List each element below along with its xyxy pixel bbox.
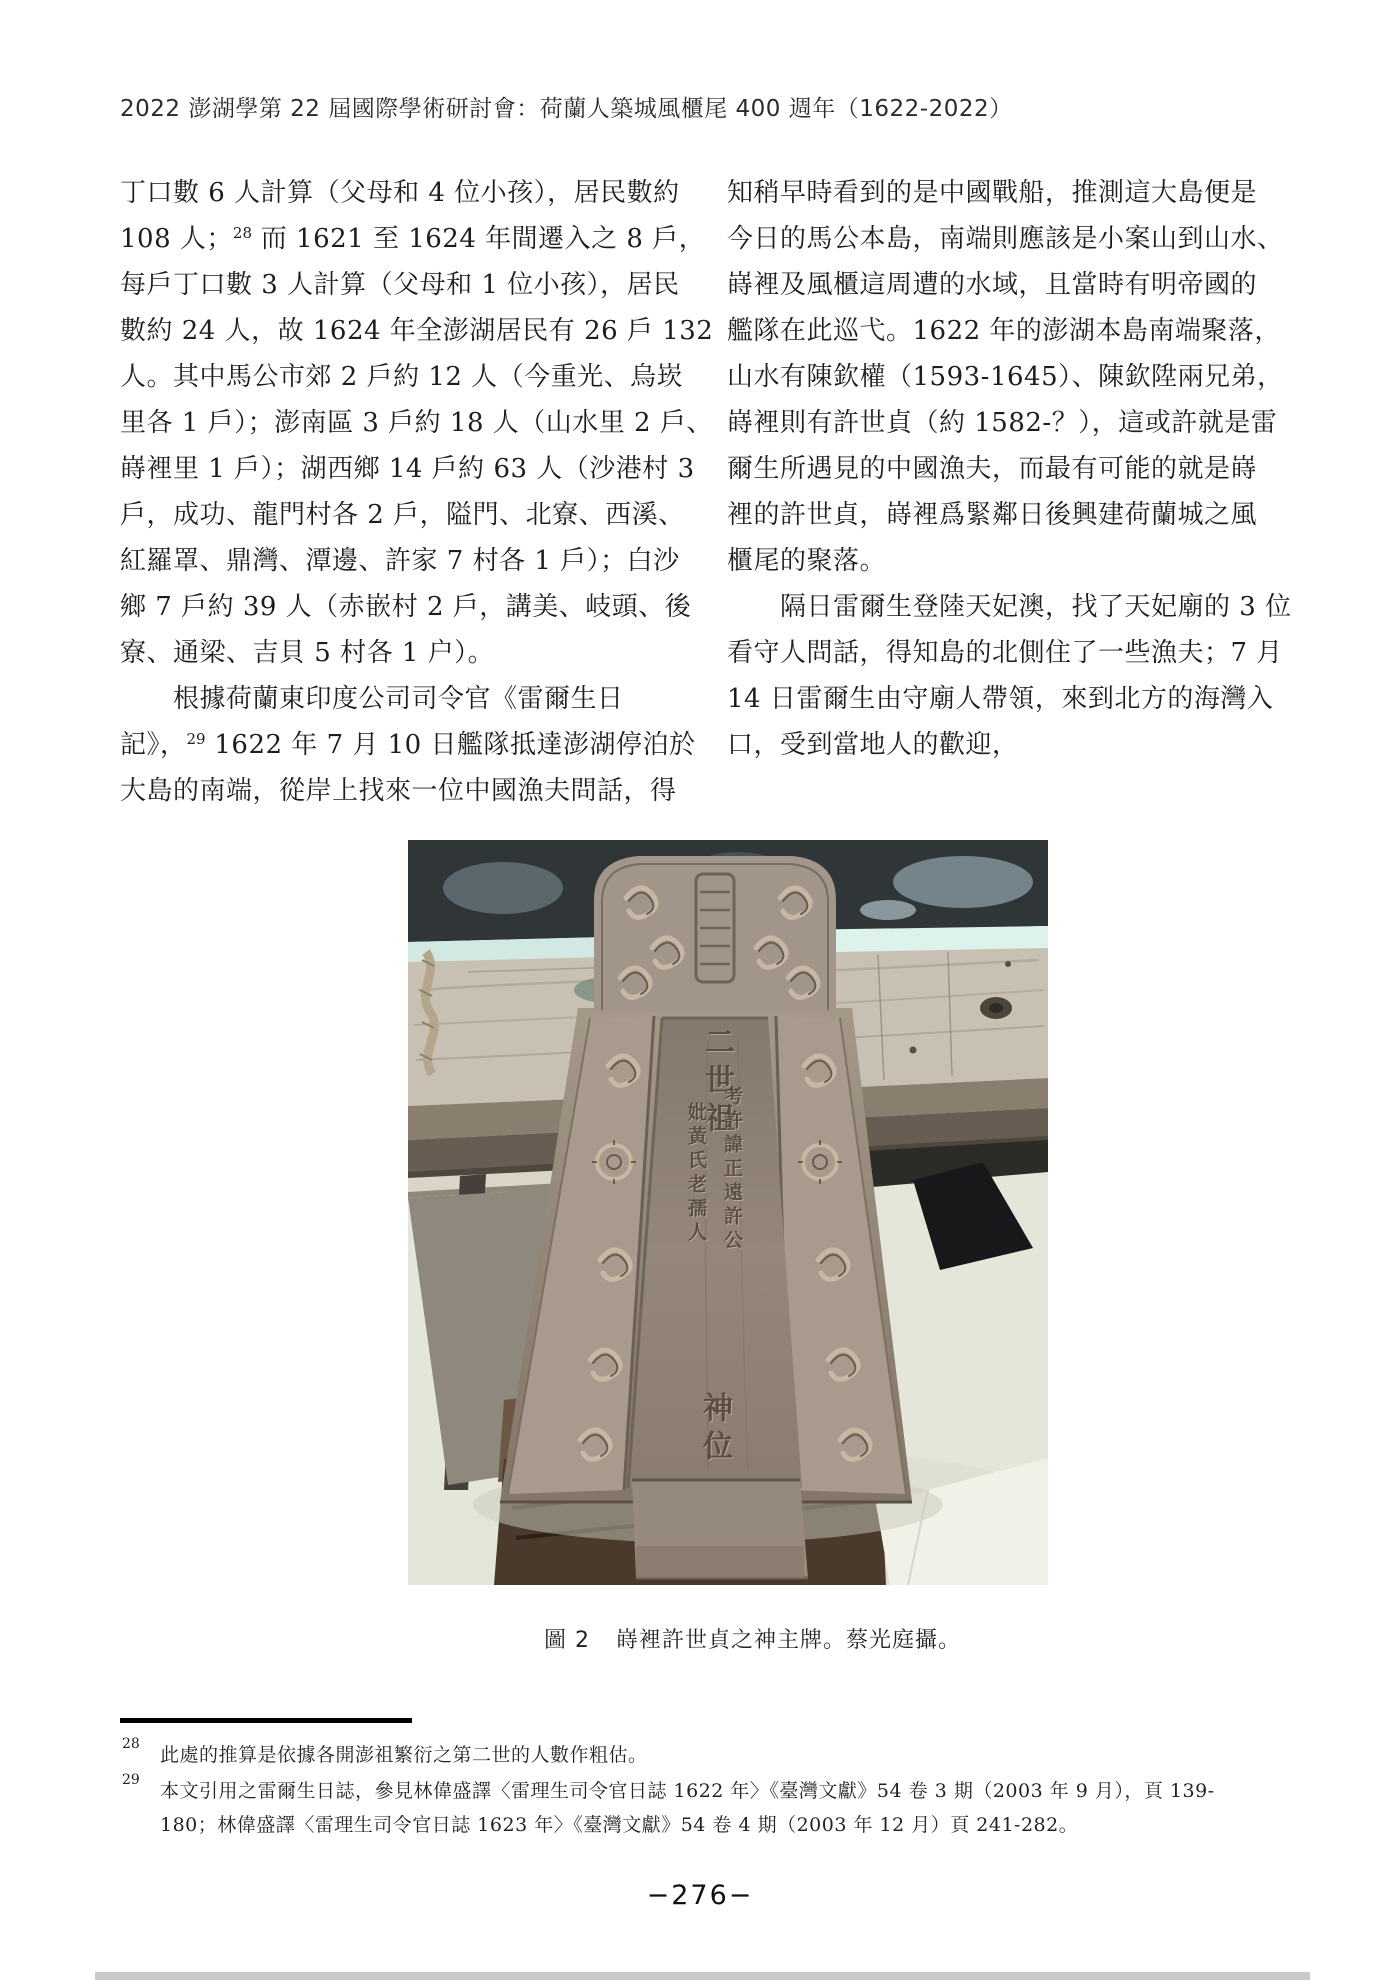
- text-line: 嵵裡則有許世貞（約 1582-？），這或許就是雷: [727, 408, 1278, 438]
- text-line: 丁口數 6 人計算（父母和 4 位小孩），居民數約: [120, 178, 680, 208]
- text-line: 鄉 7 戶約 39 人（赤嵌村 2 戶，講美、岐頭、後: [120, 592, 692, 622]
- tablet-inscription-main-top: 二世祖: [699, 1026, 734, 1140]
- text-line: 數約 24 人，故 1624 年全澎湖居民有 26 戶 132: [120, 316, 714, 346]
- text-line: 戶，成功、龍門村各 2 戶，隘門、北寮、西溪、: [120, 500, 685, 530]
- footnote-reference: 29: [186, 730, 206, 748]
- footnote-line: 本文引用之雷爾生日誌，參見林偉盛譯〈雷理生司令官日誌 1622 年〉《臺灣文獻》54 卷 3 期（2003 年 9 月），頁 139-: [160, 1780, 1215, 1802]
- text-line: 每戶丁口數 3 人計算（父母和 1 位小孩），居民: [120, 270, 680, 300]
- figure-photo-spirit-tablet: [408, 840, 1048, 1585]
- figure-caption-text: 嵵裡許世貞之神主牌。蔡光庭攝。: [615, 1628, 961, 1653]
- text-line: 大島的南端，從岸上找來一位中國漁夫問話，得: [120, 776, 677, 806]
- footnote-marker: 29: [122, 1772, 140, 1788]
- text-line: 口，受到當地人的歡迎，: [727, 730, 1019, 760]
- running-header: 2022 澎湖學第 22 屆國際學術研討會：荷蘭人築城風櫃尾 400 週年（1622-2022）: [120, 96, 1013, 122]
- text-line: 寮、通梁、吉貝 5 村各 1 户）。: [120, 638, 495, 668]
- scan-edge-artifact: [95, 1972, 1310, 1980]
- text-line: 艦隊在此巡弋。1622 年的澎湖本島南端聚落，: [727, 316, 1281, 346]
- tablet-inscription-right-column: 考許諱正遠許公: [721, 1086, 743, 1254]
- text-column-left: [120, 170, 714, 814]
- footnotes-section: [120, 1738, 1300, 1844]
- text-line: 根據荷蘭東印度公司司令官《雷爾生日: [120, 684, 624, 714]
- footnote-item: [120, 1774, 1300, 1842]
- figure-caption: [512, 1598, 961, 1679]
- text-line: 知稍早時看到的是中國戰船，推測這大島便是: [727, 178, 1258, 208]
- tablet-inscription-main-bottom: 神位: [697, 1392, 732, 1468]
- text-line: 紅羅罩、鼎灣、潭邊、許家 7 村各 1 戶）；白沙: [120, 546, 680, 576]
- text-line: 記》，$^{29}$ 1622 年 7 月 10 日艦隊抵達澎湖停泊於: [120, 730, 696, 760]
- footnote-line: 此處的推算是依據各開澎祖繁衍之第二世的人數作粗估。: [160, 1744, 648, 1766]
- footnote-marker: 28: [122, 1736, 140, 1752]
- text-line: 爾生所遇見的中國漁夫，而最有可能的就是嵵: [727, 454, 1258, 484]
- text-line: 山水有陳欽權（1593-1645）、陳欽陞兩兄弟，: [727, 362, 1284, 392]
- text-line: 14 日雷爾生由守廟人帶領，來到北方的海灣入: [727, 684, 1274, 714]
- footnote-item: [120, 1738, 1300, 1772]
- figure-caption-label: 圖 2: [543, 1628, 590, 1653]
- text-line: 裡的許世貞，嵵裡爲緊鄰日後興建荷蘭城之風: [727, 500, 1258, 530]
- page-number: −276−: [646, 1880, 754, 1911]
- text-line: 人。其中馬公市郊 2 戶約 12 人（今重光、烏崁: [120, 362, 684, 392]
- text-line: 櫃尾的聚落。: [727, 546, 887, 576]
- text-line: 看守人問話，得知島的北側住了一些漁夫；7 月: [727, 638, 1283, 668]
- text-line: 嵵裡及風櫃這周遭的水域，且當時有明帝國的: [727, 270, 1258, 300]
- tablet-inscription-left-column: 妣黃氏老孺人: [685, 1102, 707, 1246]
- text-line: 108 人；$^{28}$ 而 1621 至 1624 年間遷入之 8 戶，: [120, 224, 706, 254]
- text-line: 里各 1 戶）；澎南區 3 戶約 18 人（山水里 2 戶、: [120, 408, 713, 438]
- text-line: 今日的馬公本島，南端則應該是小案山到山水、: [727, 224, 1284, 254]
- text-line: 隔日雷爾生登陸天妃澳，找了天妃廟的 3 位: [727, 592, 1292, 622]
- text-column-right: [727, 170, 1292, 768]
- footnote-line: 180；林偉盛譯〈雷理生司令官日誌 1623 年〉《臺灣文獻》54 卷 4 期（2003 年 12 月）頁 241-282。: [160, 1814, 1079, 1836]
- footnote-separator: [120, 1718, 412, 1723]
- text-line: 嵵裡里 1 戶）；湖西鄉 14 戶約 63 人（沙港村 3: [120, 454, 695, 484]
- footnote-reference: 28: [232, 224, 252, 242]
